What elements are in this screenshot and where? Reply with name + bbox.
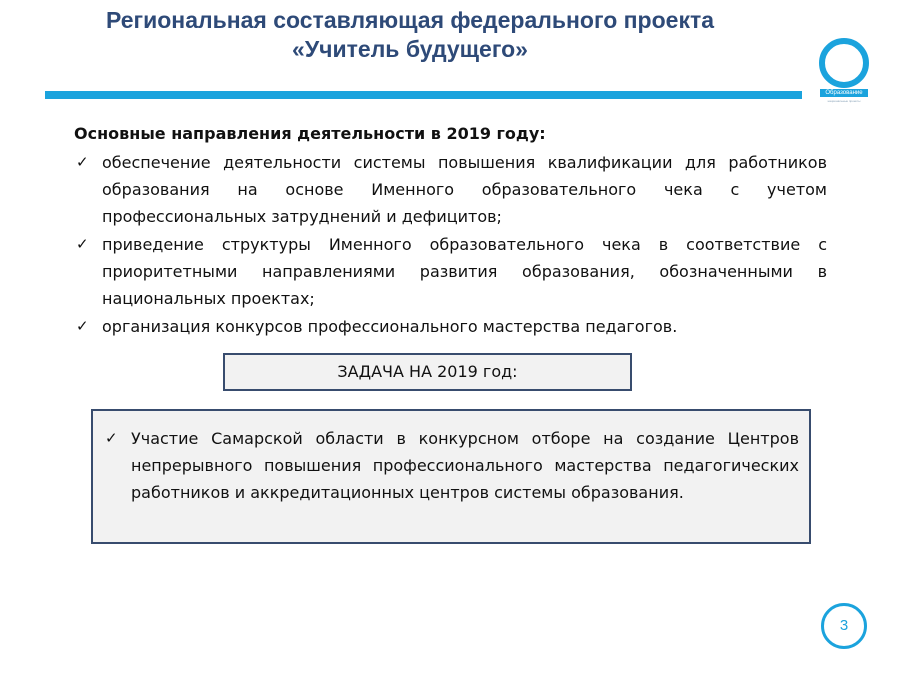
task-item-text: Участие Самарской области в конкурсном отборе на создание Центров непрерывного повышения профессионального мастерства педагогических работников и аккредитационных центров системы образования. [131,429,799,502]
directions-list [74,149,827,340]
title-underline-bar [45,91,802,99]
education-logo [814,38,874,108]
slide-title-line-2: «Учитель будущего» [292,36,528,62]
logo-label: Образование [820,89,868,97]
ring-logo-icon [819,38,869,88]
logo-sublabel: национальные проекты [827,99,861,103]
list-item [74,231,827,312]
list-item-text: обеспечение деятельности системы повышения квалификации для работников образования на основе Именного образовательного чека с учетом профессиональных затруднений и дефицитов; [102,153,827,226]
checkmark-icon: ✓ [76,153,89,171]
list-item [74,313,827,340]
slide-title [40,6,780,64]
task-heading-box: ЗАДАЧА НА 2019 год: [223,353,632,391]
page-number: 3 [821,603,867,649]
slide-title-line-1: Региональная составляющая федерального проекта [105,7,715,33]
checkmark-icon: ✓ [76,317,89,335]
list-item [74,149,827,230]
task-item [103,425,799,506]
checkmark-icon: ✓ [105,429,118,447]
list-item-text: организация конкурсов профессионального мастерства педагогов. [102,317,678,336]
task-detail-box [91,409,811,544]
section-heading: Основные направления деятельности в 2019 году: [74,124,546,143]
main-content [74,120,827,341]
list-item-text: приведение структуры Именного образовательного чека в соответствие с приоритетными направлениями развития образования, обозначенными в национальных проектах; [102,235,827,308]
checkmark-icon: ✓ [76,235,89,253]
